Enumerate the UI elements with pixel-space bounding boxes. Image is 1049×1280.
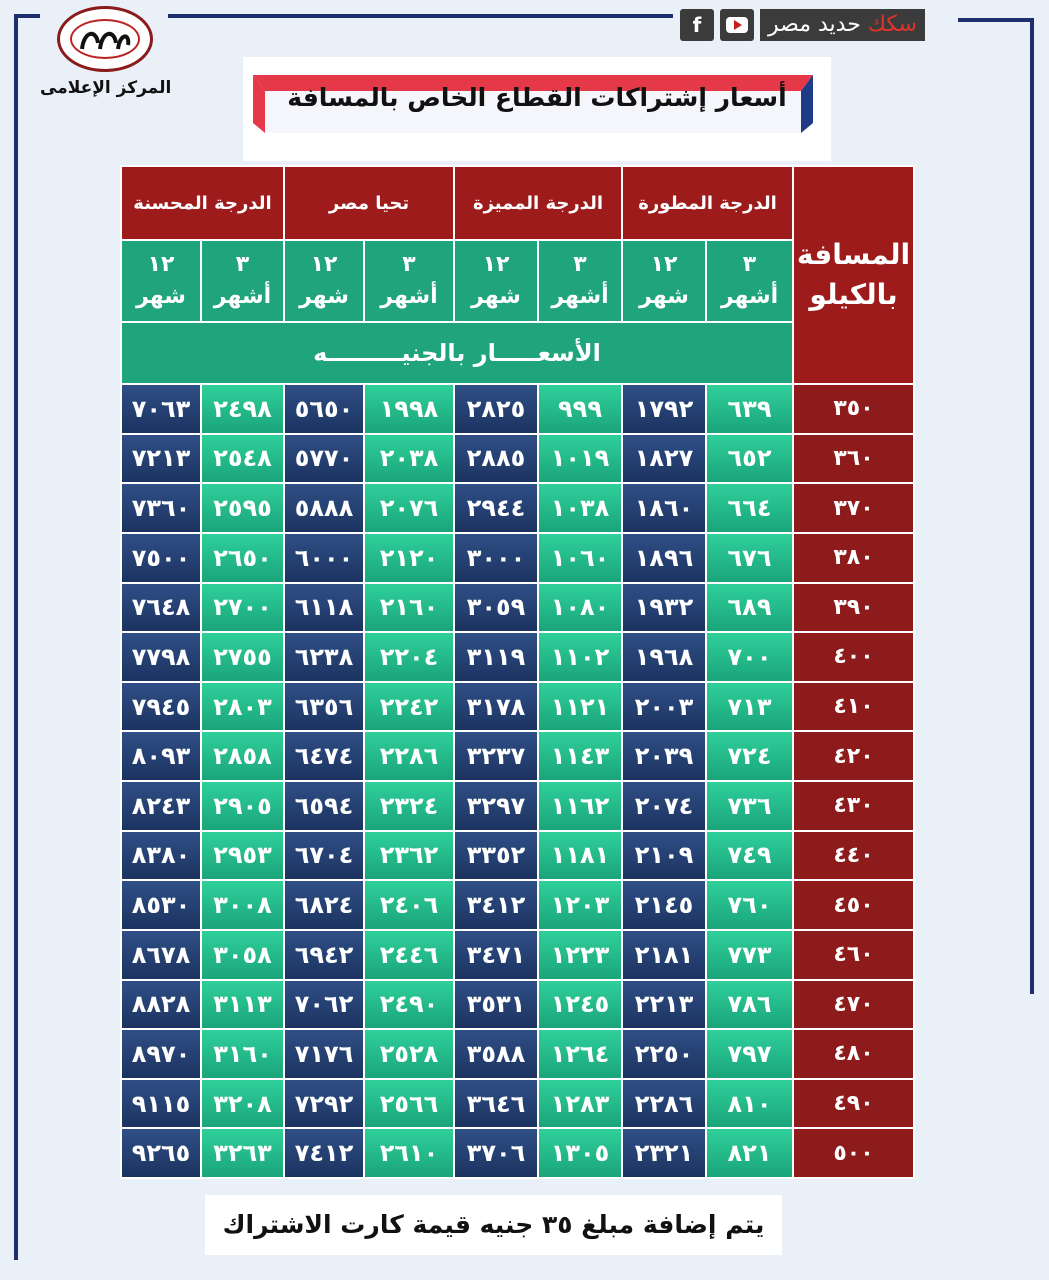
price-cell: ٢٤٩٠ <box>364 980 454 1030</box>
price-cell: ٨١٠ <box>706 1079 793 1129</box>
price-cell: ٥٦٥٠ <box>284 384 364 434</box>
price-cell: ١٩٩٨ <box>364 384 454 434</box>
distance-cell: ٥٠٠ <box>793 1128 914 1178</box>
price-cell: ١١٤٣ <box>538 731 622 781</box>
table-row <box>121 483 914 533</box>
price-cell: ٨٨٢٨ <box>121 980 201 1030</box>
price-cell: ٣١١٣ <box>201 980 284 1030</box>
price-cell: ١٠٣٨ <box>538 483 622 533</box>
price-cell: ٢٩٠٥ <box>201 781 284 831</box>
price-cell: ٢٧٠٠ <box>201 583 284 633</box>
price-cell: ٧٩٤٥ <box>121 682 201 732</box>
price-cell: ٢٨٢٥ <box>454 384 538 434</box>
price-cell: ٧٣٦٠ <box>121 483 201 533</box>
price-cell: ١٩٦٨ <box>622 632 706 682</box>
price-cell: ٩٢٦٥ <box>121 1128 201 1178</box>
price-cell: ٢٤٩٨ <box>201 384 284 434</box>
price-cell: ٢٨٥٨ <box>201 731 284 781</box>
price-cell: ٣٢٩٧ <box>454 781 538 831</box>
price-cell: ٥٧٧٠ <box>284 434 364 484</box>
table-row <box>121 1128 914 1178</box>
price-cell: ٦٣٩ <box>706 384 793 434</box>
group-header: تحيا مصر <box>284 166 454 240</box>
price-cell: ٢٣٦٢ <box>364 831 454 881</box>
price-table <box>120 165 915 1179</box>
facebook-icon[interactable]: f <box>680 9 714 41</box>
price-cell: ٧١٣ <box>706 682 793 732</box>
price-cell: ٣٢٦٣ <box>201 1128 284 1178</box>
price-cell: ٣١٦٠ <box>201 1029 284 1079</box>
footer-box <box>205 1195 782 1255</box>
price-cell: ٦٧٦ <box>706 533 793 583</box>
brand-part2: حديد مصر <box>768 12 868 37</box>
price-cell: ١٢٦٤ <box>538 1029 622 1079</box>
price-cell: ٦١١٨ <box>284 583 364 633</box>
price-cell: ٧٦٠ <box>706 880 793 930</box>
distance-cell: ٤٦٠ <box>793 930 914 980</box>
distance-cell: ٣٧٠ <box>793 483 914 533</box>
table-row <box>121 434 914 484</box>
price-cell: ١٠٨٠ <box>538 583 622 633</box>
table-row <box>121 682 914 732</box>
table-row <box>121 384 914 434</box>
period-header: ٣ أشهر <box>364 240 454 322</box>
price-cell: ٧٣٦ <box>706 781 793 831</box>
price-cell: ٢٤٤٦ <box>364 930 454 980</box>
price-cell: ٢٥٤٨ <box>201 434 284 484</box>
price-cell: ٨٦٧٨ <box>121 930 201 980</box>
price-cell: ٢١٢٠ <box>364 533 454 583</box>
price-cell: ٧٠٠ <box>706 632 793 682</box>
price-cell: ٧٥٠٠ <box>121 533 201 583</box>
frame-top-right <box>958 18 1034 22</box>
price-cell: ٣١٧٨ <box>454 682 538 732</box>
distance-cell: ٤٧٠ <box>793 980 914 1030</box>
table-row <box>121 583 914 633</box>
distance-cell: ٤٩٠ <box>793 1079 914 1129</box>
page-title: أسعار إشتراكات القطاع الخاص بالمسافة <box>287 83 787 112</box>
price-cell: ٦٧٠٤ <box>284 831 364 881</box>
price-cell: ٣٠٥٨ <box>201 930 284 980</box>
price-cell: ٢١٠٩ <box>622 831 706 881</box>
price-cell: ٣١١٩ <box>454 632 538 682</box>
price-cell: ٢٢٨٦ <box>364 731 454 781</box>
table-row <box>121 781 914 831</box>
price-cell: ٩٩٩ <box>538 384 622 434</box>
price-cell: ٦٥٢ <box>706 434 793 484</box>
frame-left <box>14 14 18 1260</box>
price-cell: ٧٠٦٢ <box>284 980 364 1030</box>
price-cell: ٢٤٠٦ <box>364 880 454 930</box>
price-cell: ٣٠٠٨ <box>201 880 284 930</box>
price-cell: ١٢٠٣ <box>538 880 622 930</box>
price-cell: ٨٢٤٣ <box>121 781 201 831</box>
price-cell: ٣٦٤٦ <box>454 1079 538 1129</box>
price-cell: ٢٥٦٦ <box>364 1079 454 1129</box>
price-cell: ٣٣٥٢ <box>454 831 538 881</box>
price-cell: ١٧٩٢ <box>622 384 706 434</box>
distance-cell: ٤٥٠ <box>793 880 914 930</box>
price-cell: ٧٩٧ <box>706 1029 793 1079</box>
price-cell: ٢٢١٣ <box>622 980 706 1030</box>
price-cell: ٨٢١ <box>706 1128 793 1178</box>
price-cell: ٢٢٥٠ <box>622 1029 706 1079</box>
price-cell: ٦٠٠٠ <box>284 533 364 583</box>
price-cell: ١٩٣٢ <box>622 583 706 633</box>
period-header: ١٢ شهر <box>454 240 538 322</box>
currency-label: الأسعـــــار بالجنيـــــــــه <box>121 322 793 384</box>
price-cell: ٣٧٠٦ <box>454 1128 538 1178</box>
price-cell: ٢٣٢١ <box>622 1128 706 1178</box>
price-cell: ٢٢٨٦ <box>622 1079 706 1129</box>
price-cell: ٧٧٩٨ <box>121 632 201 682</box>
price-cell: ٢٩٤٤ <box>454 483 538 533</box>
price-cell: ٧٤١٢ <box>284 1128 364 1178</box>
price-cell: ٢٠٧٦ <box>364 483 454 533</box>
price-cell: ٦٣٥٦ <box>284 682 364 732</box>
price-cell: ١٠١٩ <box>538 434 622 484</box>
price-cell: ٦٩٤٢ <box>284 930 364 980</box>
price-cell: ١١٢١ <box>538 682 622 732</box>
price-cell: ٣٥٣١ <box>454 980 538 1030</box>
table-row <box>121 632 914 682</box>
price-cell: ٣٢٠٨ <box>201 1079 284 1129</box>
distance-cell: ٤٢٠ <box>793 731 914 781</box>
table-row <box>121 880 914 930</box>
period-header: ١٢ شهر <box>622 240 706 322</box>
price-cell: ١٣٠٥ <box>538 1128 622 1178</box>
price-cell: ١٠٦٠ <box>538 533 622 583</box>
price-cell: ٣٠٥٩ <box>454 583 538 633</box>
price-cell: ٢٠٧٤ <box>622 781 706 831</box>
price-cell: ٢٥٢٨ <box>364 1029 454 1079</box>
distance-cell: ٤٨٠ <box>793 1029 914 1079</box>
price-cell: ٨٩٧٠ <box>121 1029 201 1079</box>
price-cell: ٧٦٤٨ <box>121 583 201 633</box>
price-cell: ٦٨٩ <box>706 583 793 633</box>
price-cell: ٢٣٢٤ <box>364 781 454 831</box>
frame-top-mid <box>168 14 673 18</box>
table-row <box>121 980 914 1030</box>
distance-cell: ٣٦٠ <box>793 434 914 484</box>
price-cell: ٢٢٠٤ <box>364 632 454 682</box>
brand-part1: سكك <box>867 12 917 37</box>
table-row <box>121 1029 914 1079</box>
price-cell: ١٨٩٦ <box>622 533 706 583</box>
table-row <box>121 930 914 980</box>
price-cell: ٣٢٣٧ <box>454 731 538 781</box>
price-cell: ٢٧٥٥ <box>201 632 284 682</box>
group-header: الدرجة المحسنة <box>121 166 284 240</box>
frame-right <box>1030 18 1034 994</box>
table-row <box>121 831 914 881</box>
brand-name <box>760 9 925 41</box>
price-cell: ١٢٤٥ <box>538 980 622 1030</box>
price-cell: ٢٠٠٣ <box>622 682 706 732</box>
price-cell: ٢٦١٠ <box>364 1128 454 1178</box>
table-row <box>121 533 914 583</box>
price-cell: ٦٤٧٤ <box>284 731 364 781</box>
logo-block <box>40 6 170 98</box>
price-cell: ٦٨٢٤ <box>284 880 364 930</box>
price-cell: ١١٠٢ <box>538 632 622 682</box>
price-cell: ٢١٨١ <box>622 930 706 980</box>
distance-cell: ٣٩٠ <box>793 583 914 633</box>
price-cell: ٢١٦٠ <box>364 583 454 633</box>
price-cell: ٧٨٦ <box>706 980 793 1030</box>
price-cell: ٦٢٣٨ <box>284 632 364 682</box>
group-header: الدرجة المميزة <box>454 166 622 240</box>
table-row <box>121 731 914 781</box>
price-cell: ٣٤١٢ <box>454 880 538 930</box>
price-cell: ٨٥٣٠ <box>121 880 201 930</box>
price-cell: ١٨٦٠ <box>622 483 706 533</box>
price-cell: ١١٦٢ <box>538 781 622 831</box>
price-cell: ٨٠٩٣ <box>121 731 201 781</box>
price-cell: ١٢٨٣ <box>538 1079 622 1129</box>
price-cell: ٢٨٠٣ <box>201 682 284 732</box>
price-cell: ٦٥٩٤ <box>284 781 364 831</box>
youtube-icon[interactable] <box>720 9 754 41</box>
period-header: ٣ أشهر <box>201 240 284 322</box>
price-cell: ٢٥٩٥ <box>201 483 284 533</box>
org-name: المركز الإعلامى <box>40 78 172 98</box>
price-cell: ٧٠٦٣ <box>121 384 201 434</box>
egyptian-railways-logo <box>57 6 153 72</box>
price-cell: ٥٨٨٨ <box>284 483 364 533</box>
price-cell: ١٢٢٣ <box>538 930 622 980</box>
distance-cell: ٤١٠ <box>793 682 914 732</box>
price-cell: ٧٧٣ <box>706 930 793 980</box>
price-cell: ٨٣٨٠ <box>121 831 201 881</box>
distance-cell: ٣٨٠ <box>793 533 914 583</box>
price-cell: ٣٤٧١ <box>454 930 538 980</box>
price-cell: ٢٢٤٢ <box>364 682 454 732</box>
distance-cell: ٤٣٠ <box>793 781 914 831</box>
title-box <box>243 57 831 161</box>
period-header: ١٢ شهر <box>284 240 364 322</box>
period-header: ١٢ شهر <box>121 240 201 322</box>
price-cell: ٦٦٤ <box>706 483 793 533</box>
group-header: الدرجة المطورة <box>622 166 793 240</box>
price-cell: ٣٥٨٨ <box>454 1029 538 1079</box>
price-cell: ٣٠٠٠ <box>454 533 538 583</box>
distance-cell: ٤٤٠ <box>793 831 914 881</box>
price-cell: ١٨٢٧ <box>622 434 706 484</box>
price-cell: ٢٨٨٥ <box>454 434 538 484</box>
period-header: ٣ أشهر <box>538 240 622 322</box>
footer-note: يتم إضافة مبلغ ٣٥ جنيه قيمة كارت الاشتراك <box>222 1210 765 1239</box>
price-cell: ٢١٤٥ <box>622 880 706 930</box>
price-cell: ٧٢٤ <box>706 731 793 781</box>
price-cell: ٧١٧٦ <box>284 1029 364 1079</box>
table-row <box>121 1079 914 1129</box>
period-header: ٣ أشهر <box>706 240 793 322</box>
distance-header: المسافة بالكيلو <box>793 166 914 384</box>
price-cell: ٧٢١٣ <box>121 434 201 484</box>
price-cell: ٢٩٥٣ <box>201 831 284 881</box>
price-cell: ١١٨١ <box>538 831 622 881</box>
price-cell: ٢٠٣٩ <box>622 731 706 781</box>
price-cell: ٩١١٥ <box>121 1079 201 1129</box>
distance-cell: ٣٥٠ <box>793 384 914 434</box>
social-bar <box>680 9 925 41</box>
distance-cell: ٤٠٠ <box>793 632 914 682</box>
price-cell: ٧٢٩٢ <box>284 1079 364 1129</box>
price-cell: ٢٦٥٠ <box>201 533 284 583</box>
price-cell: ٢٠٣٨ <box>364 434 454 484</box>
price-cell: ٧٤٩ <box>706 831 793 881</box>
